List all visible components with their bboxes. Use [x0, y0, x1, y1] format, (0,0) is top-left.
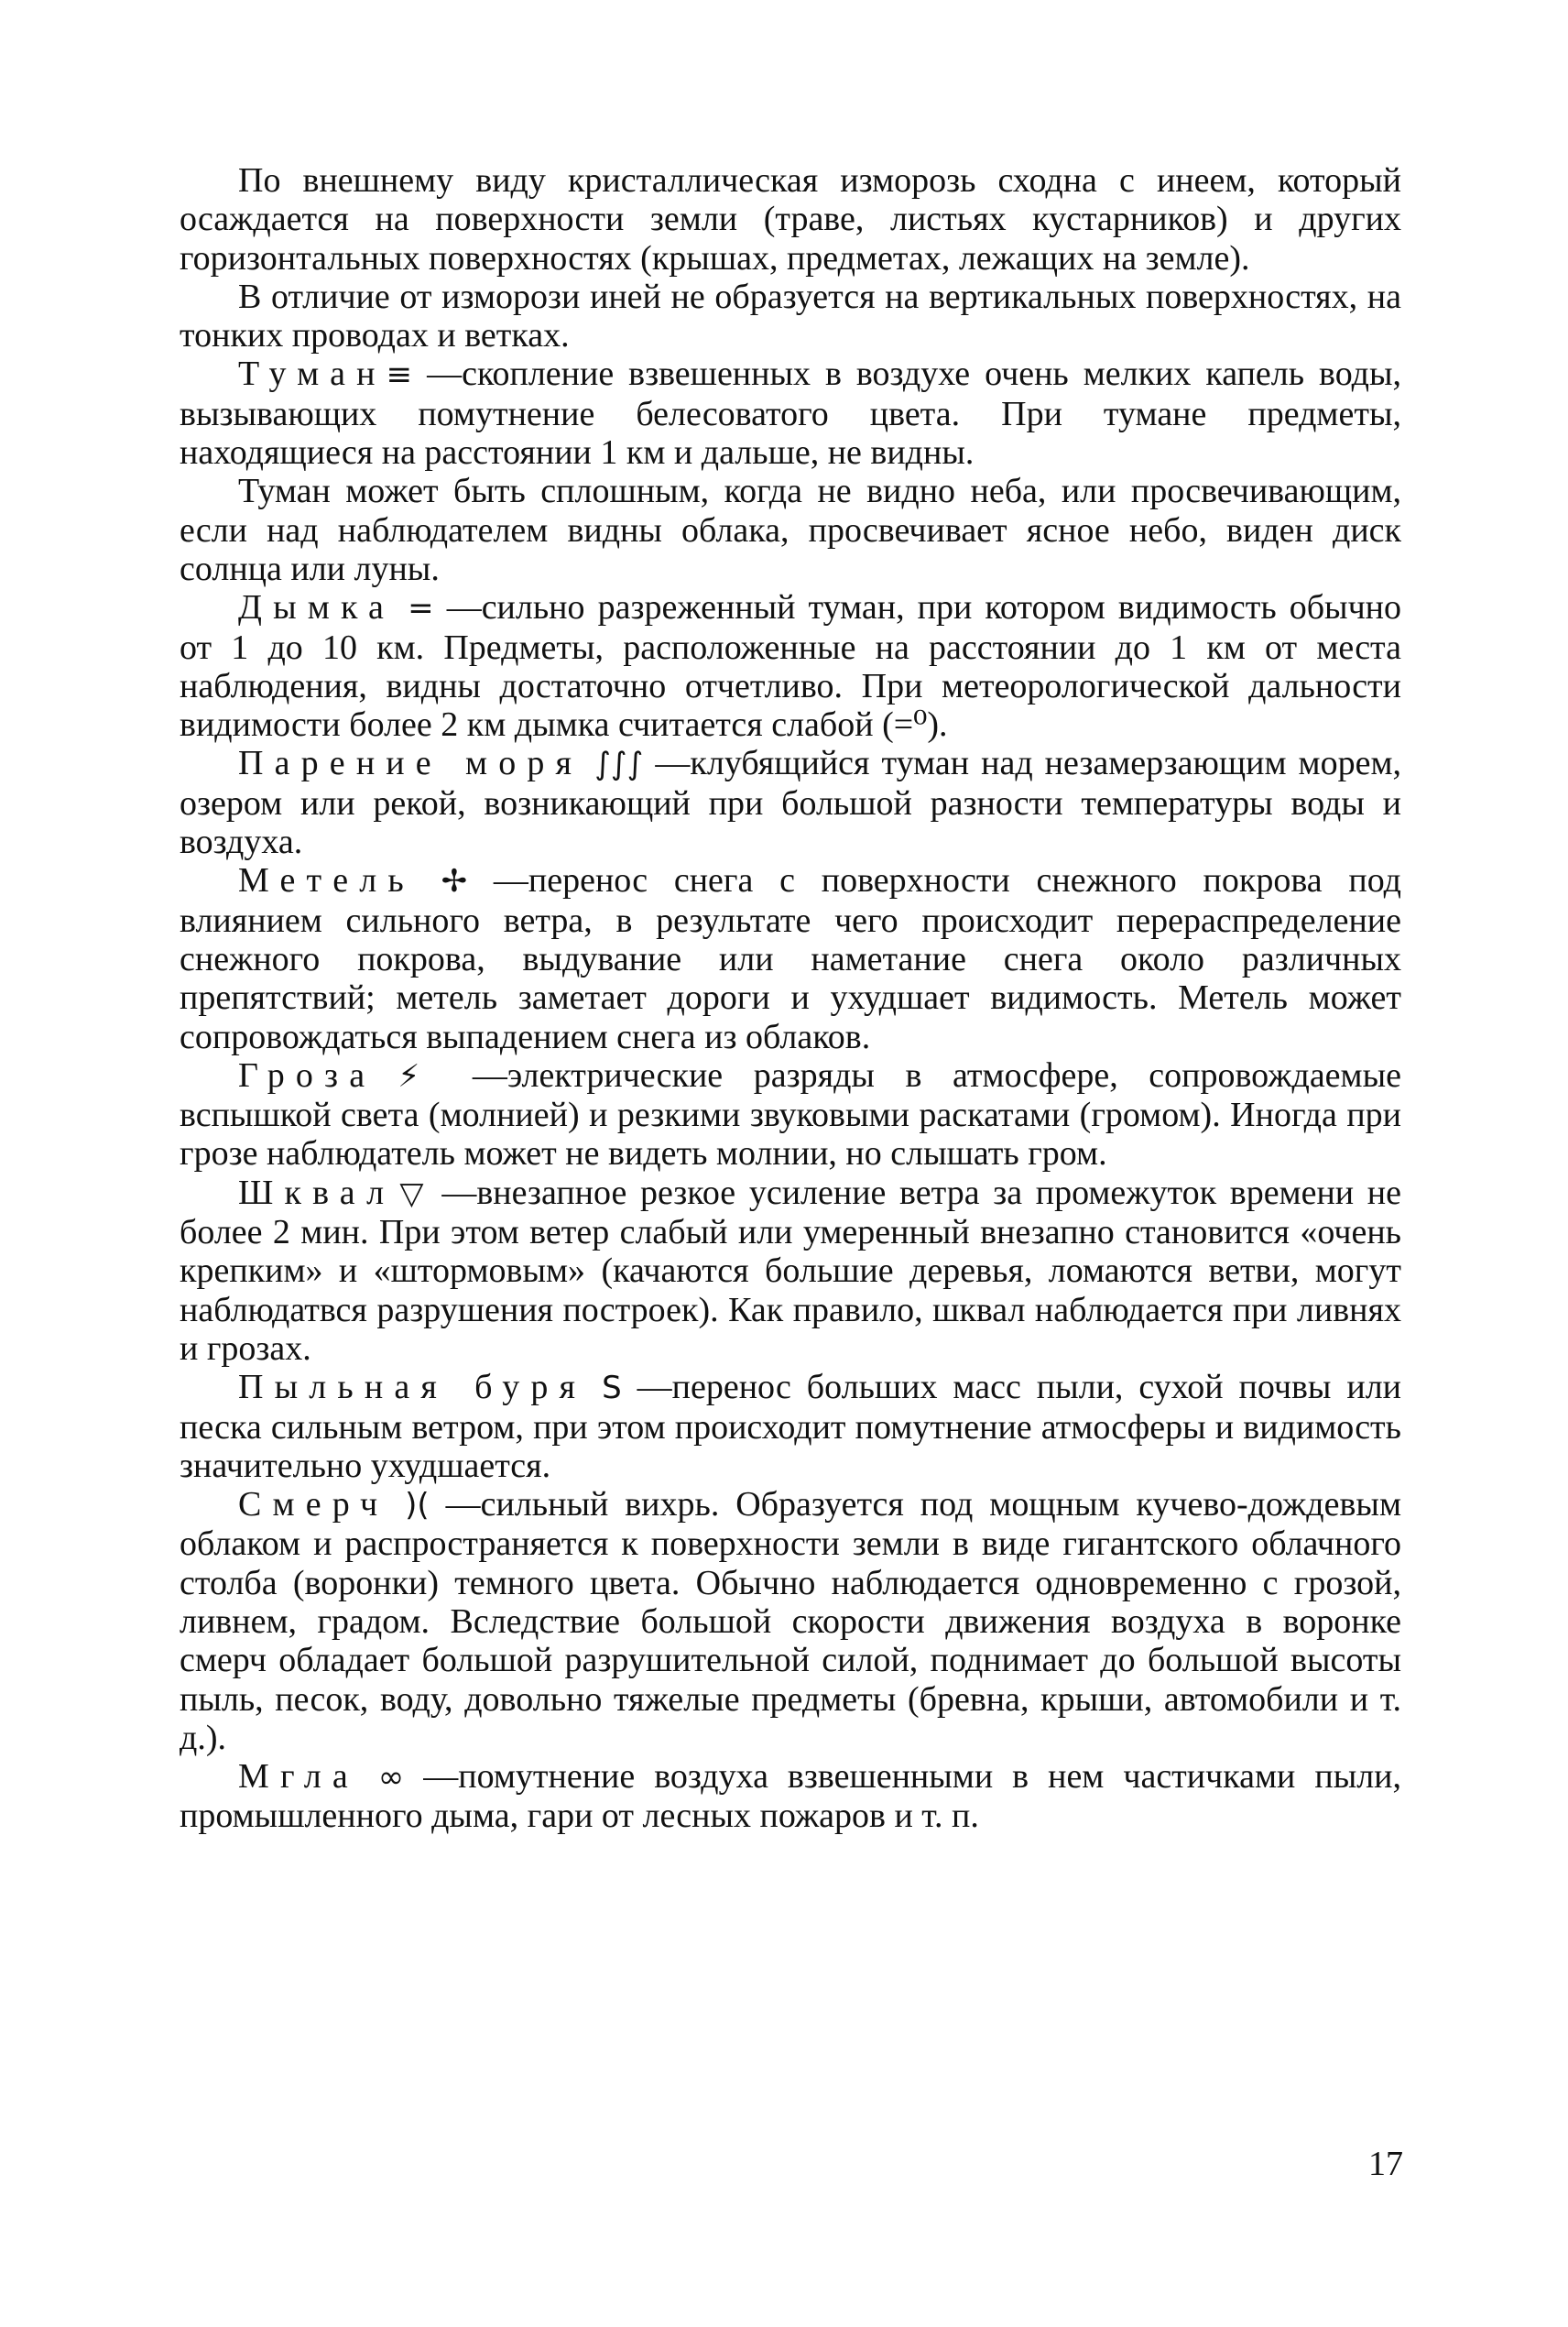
paragraph-sea-smoke	[180, 744, 1401, 861]
paragraph-haze	[180, 1757, 1401, 1836]
paragraph-hoarfrost-intro	[180, 161, 1401, 278]
mist-symbol-icon: =	[408, 590, 434, 628]
paragraph-text: —сильно разреженный туман, при котором видимость обычно от 1 до 10 км. Предметы, расположенные на расстоянии до 1 км от места наблюдения, видны достаточно отчетливо. При метеорологической дальности видимости более 2 км дымка считается слабой (=⁰).	[180, 588, 1402, 745]
paragraph-thunderstorm	[180, 1056, 1401, 1174]
sea-smoke-symbol-icon: ∫∫∫	[594, 746, 644, 783]
dust-storm-symbol-icon: S	[602, 1370, 622, 1407]
paragraph-text: —помутнение воздуха взвешенными в нем частичками пыли, промышленного дыма, гари от лесных пожаров и т. п.	[180, 1757, 1402, 1836]
paragraph-text: —сильный вихрь. Образуется под мощным кучево-дождевым облаком и распространяется к поверхности земли в виде гигантского облачного столба (воронки) темного цвета. Обычно наблюдается одновременно с грозой, ливнем, градом. Вследствие большой скорости движения воздуха в воронке смерч обладает большой разрушительной силой, поднимает до большой высоты пыль, песок, воду, довольно тяжелые предметы (бревна, крыши, автомобили и т. д.).	[180, 1485, 1402, 1757]
term-dust-storm: Пыльная буря	[238, 1368, 587, 1407]
page-body	[180, 161, 1401, 1836]
paragraph-fog-types	[180, 472, 1401, 588]
paragraph-text: По внешнему виду кристаллическая изморозь сходна с инеем, который осаждается на поверхности земли (траве, листьях кустарников) и других горизонтальных поверхностях (крышах, предметах, лежащих на земле).	[180, 161, 1401, 278]
paragraph-text: В отличие от изморози иней не образуется на вертикальных поверхностях, на тонких проводах и ветках.	[180, 277, 1401, 355]
term-fog: Туман	[238, 355, 387, 394]
page-number: 17	[1368, 2145, 1403, 2183]
squall-symbol-icon: ▽	[395, 1174, 429, 1212]
paragraph-text: —внезапное резкое усиление ветра за промежуток времени не более 2 мин. При этом ветер слабый или умеренный внезапно становится «очень крепким» и «штормовым» (качаются большие деревья, ломаются ветви, могут наблюдатвся разрушения построек). Как правило, шквал наблюдается при ливнях и грозах.	[180, 1173, 1402, 1368]
thunderstorm-symbol-icon: ⚡	[376, 1057, 442, 1095]
fog-symbol-icon: ≡	[386, 356, 413, 394]
paragraph-dust-storm	[180, 1368, 1401, 1485]
tornado-symbol-icon: )(	[405, 1487, 430, 1524]
paragraph-mist	[180, 588, 1401, 744]
paragraph-hoarfrost-diff	[180, 278, 1401, 355]
paragraph-text: —скопление взвешенных в воздухе очень мелких капель воды, вызывающих помутнение белесоватого цвета. При тумане предметы, находящиеся на расстоянии 1 км и дальше, не видны.	[180, 355, 1401, 473]
haze-symbol-icon: ∞	[377, 1759, 405, 1797]
paragraph-text: —перенос снега с поверхности снежного покрова под влиянием сильного ветра, в результате чего происходит перераспределение снежного покрова, выдувание или наметание снега около различных препятствий; метель заметает дороги и ухудшает видимость. Метель может сопровождаться выпадением снега из облаков.	[180, 861, 1401, 1056]
paragraph-text: —электрические разряды в атмосфере, сопровождаемые вспышкой света (молнией) и резкими звуковыми раскатами (громом). Иногда при грозе наблюдатель может не видеть молнии, но слышать гром.	[180, 1055, 1401, 1174]
term-squall: Шквал	[238, 1173, 396, 1212]
paragraph-tornado	[180, 1485, 1401, 1757]
paragraph-blizzard	[180, 861, 1401, 1055]
paragraph-text: —клубящийся туман над незамерзающим морем, озером или рекой, возникающий при большой разности температуры воды и воздуха.	[180, 744, 1401, 862]
blizzard-symbol-icon: ✢	[441, 863, 468, 901]
paragraph-squall	[180, 1174, 1401, 1368]
term-blizzard: Метель	[238, 861, 415, 901]
term-mist: Дымка	[238, 588, 396, 628]
paragraph-text: Туман может быть сплошным, когда не видно неба, или просвечивающим, если над наблюдателем видны облака, просвечивает ясное небо, виден диск солнца или луны.	[180, 472, 1401, 588]
term-thunderstorm: Гроза	[238, 1055, 376, 1095]
term-tornado: Смерч	[238, 1485, 389, 1524]
term-sea-smoke: Парение моря	[238, 744, 583, 783]
paragraph-fog	[180, 355, 1401, 472]
paragraph-text: —перенос больших масс пыли, сухой почвы или песка сильным ветром, при этом происходит помутнение атмосферы и видимость значительно ухудшается.	[180, 1368, 1402, 1485]
term-haze: Мгла	[238, 1757, 359, 1797]
